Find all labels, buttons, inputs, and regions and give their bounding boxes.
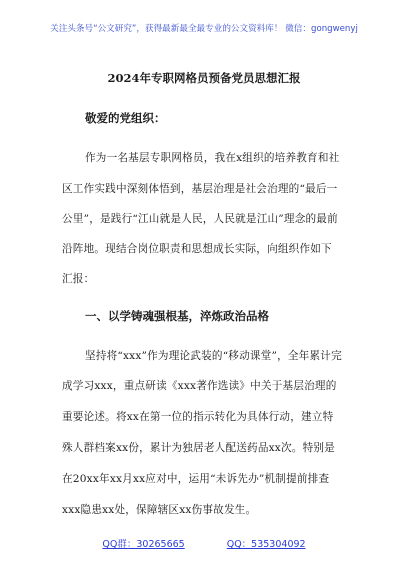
section-heading: 一、以学铸魂强根基，淬炼政治品格 [85,309,269,323]
qq-group-link[interactable]: QQ群：30265665 [102,539,185,550]
text-line: 汇报： [62,273,95,285]
text-line: 沿阵地。现结合岗位职责和思想成长实际，向组织作如下 [62,243,332,255]
text-line: 公里”，是践行“江山就是人民，人民就是江山”理念的最前 [62,213,338,225]
text-line: 坚持将“xxx”作为理论武装的“移动课堂”，全年累计完 [85,350,342,362]
text-line: 区工作实践中深刻体悟到，基层治理是社会治理的“最后一 [62,183,338,195]
text-line: 重要论述。将xx在第一位的指示转化为具体行动，建立特 [62,411,334,423]
text-line: 作为一名基层专职网格员，我在x组织的培养教育和社 [85,152,340,164]
text-line: 成学习xxx，重点研读《xxx著作选读》中关于基层治理的 [62,380,337,392]
qq-contact-link[interactable]: QQ：535304092 [226,539,306,550]
salutation: 敬爱的党组织： [85,111,166,125]
text-line: 殊人群档案xx份，累计为独居老人配送药品xx次。特别是 [62,442,335,454]
text-line: 在20xx年xx月xx应对中，运用“未诉先办”机制提前排查 [62,473,330,485]
text-line: xxx隐患xx处，保障辖区xx伤事故发生。 [62,504,257,516]
header-banner: 关注头条号“公文研究”，获得最新最全最专业的公文资料库！ 微信：gongwenyj [50,24,358,34]
document-title: 2024年专职网格员预备党员思想汇报 [107,71,301,85]
footer-contact [0,536,408,550]
